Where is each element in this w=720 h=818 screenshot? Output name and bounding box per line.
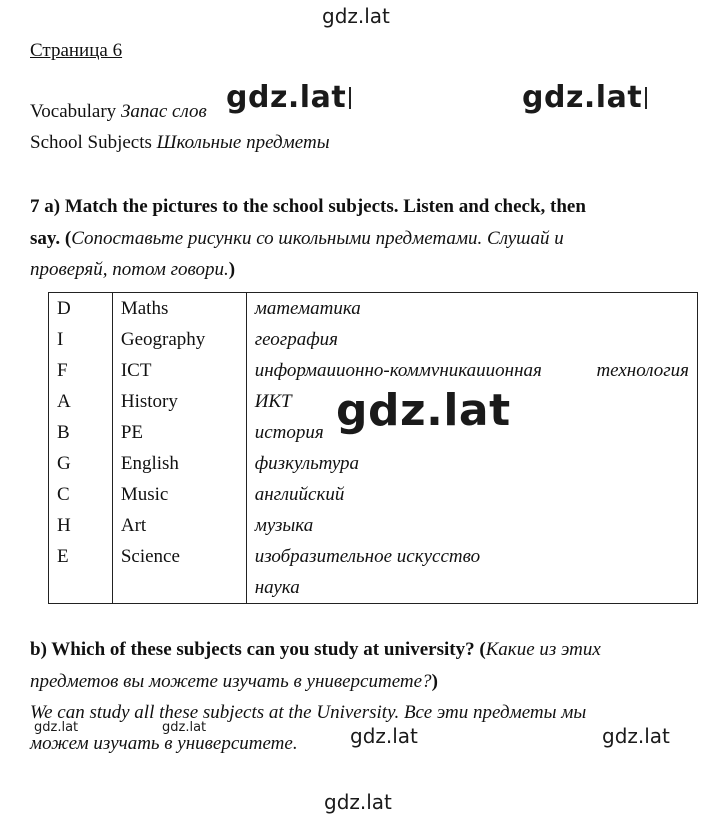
row-translation-part-2: технология <box>596 359 689 381</box>
row-letter: A <box>49 386 113 417</box>
row-subject: PE <box>112 417 246 448</box>
watermark-bottom-center: gdz.lat <box>350 724 418 748</box>
task-7b-ru-2: предметов вы можете изучать в университете? <box>30 671 432 692</box>
row-translation: ИКТ <box>246 386 697 417</box>
row-letter: C <box>49 479 113 510</box>
watermark-footer: gdz.lat <box>324 790 392 814</box>
answer-line1: We can study all these subjects at the University. Все эти предметы мы <box>30 702 587 723</box>
subjects-heading-en: School Subjects <box>30 132 152 153</box>
table-row <box>49 324 698 355</box>
task-7b-close: ) <box>431 671 438 692</box>
row-subject: Science <box>112 541 246 572</box>
watermark-bottom-small-1: gdz.lat <box>34 720 79 735</box>
task-7b-line2 <box>30 671 438 693</box>
watermark-top: gdz.lat <box>322 4 390 28</box>
row-letter: G <box>49 448 113 479</box>
task-7b-ru-1: Какие из этих <box>485 639 601 660</box>
row-subject: Geography <box>112 324 246 355</box>
watermark-mid-right: gdz.lat <box>522 80 647 115</box>
task-7a-ru-2: проверяй, потом говори. <box>30 259 229 280</box>
page-label: Страница 6 <box>30 40 123 61</box>
row-translation-part-1: информаиионно-коммvникаuионная <box>254 359 542 381</box>
task-7a-line2 <box>30 228 564 250</box>
table-row <box>49 510 698 541</box>
task-7a-line1: 7 a) Match the pictures to the school subjects. Listen and check, then <box>30 196 586 217</box>
row-subject <box>112 572 246 604</box>
row-translation: география <box>246 324 697 355</box>
vocabulary-en: Vocabulary <box>30 101 117 122</box>
table-row <box>49 293 698 325</box>
row-translation: история <box>246 417 697 448</box>
row-subject: ICT <box>112 355 246 386</box>
row-subject: History <box>112 386 246 417</box>
task-7a-ru-1: Сопоставьте рисунки со школьными предметами. Слушай и <box>71 228 564 249</box>
watermark-bottom-small-2: gdz.lat <box>162 720 207 735</box>
row-letter: H <box>49 510 113 541</box>
subjects-table <box>48 292 698 604</box>
task-7a-line3 <box>30 259 235 281</box>
task-7b-question: b) Which of these subjects can you study at university? ( <box>30 639 486 660</box>
row-subject: Maths <box>112 293 246 325</box>
task-7a-close: ) <box>228 259 236 280</box>
watermark-bottom-right: gdz.lat <box>602 724 670 748</box>
row-translation: английский <box>246 479 697 510</box>
row-letter: B <box>49 417 113 448</box>
table-row <box>49 572 698 604</box>
task-7a-say: say. ( <box>30 228 72 249</box>
row-letter: D <box>49 293 113 325</box>
row-translation: изобразительное искусство <box>246 541 697 572</box>
watermark-table: gdz.lat <box>336 385 511 436</box>
row-translation: наука <box>246 572 697 604</box>
row-translation: музыка <box>246 510 697 541</box>
task-7b-line1 <box>30 639 601 661</box>
row-subject: Art <box>112 510 246 541</box>
subjects-heading <box>30 132 330 154</box>
table-row <box>49 355 698 386</box>
vocabulary-ru: Запас слов <box>120 101 207 122</box>
row-subject: English <box>112 448 246 479</box>
answer-line2: можем изучать в университете. <box>30 733 298 754</box>
row-letter <box>49 572 113 604</box>
table-row <box>49 479 698 510</box>
row-translation: математика <box>246 293 697 325</box>
table-row <box>49 541 698 572</box>
row-subject: Music <box>112 479 246 510</box>
vocabulary-line <box>30 101 207 123</box>
row-translation: физкультура <box>246 448 697 479</box>
row-letter: F <box>49 355 113 386</box>
row-letter: E <box>49 541 113 572</box>
row-letter: I <box>49 324 113 355</box>
watermark-mid-left: gdz.lat <box>226 80 351 115</box>
subjects-heading-ru: Школьные предметы <box>156 132 330 153</box>
row-translation <box>246 355 697 386</box>
table-row <box>49 448 698 479</box>
